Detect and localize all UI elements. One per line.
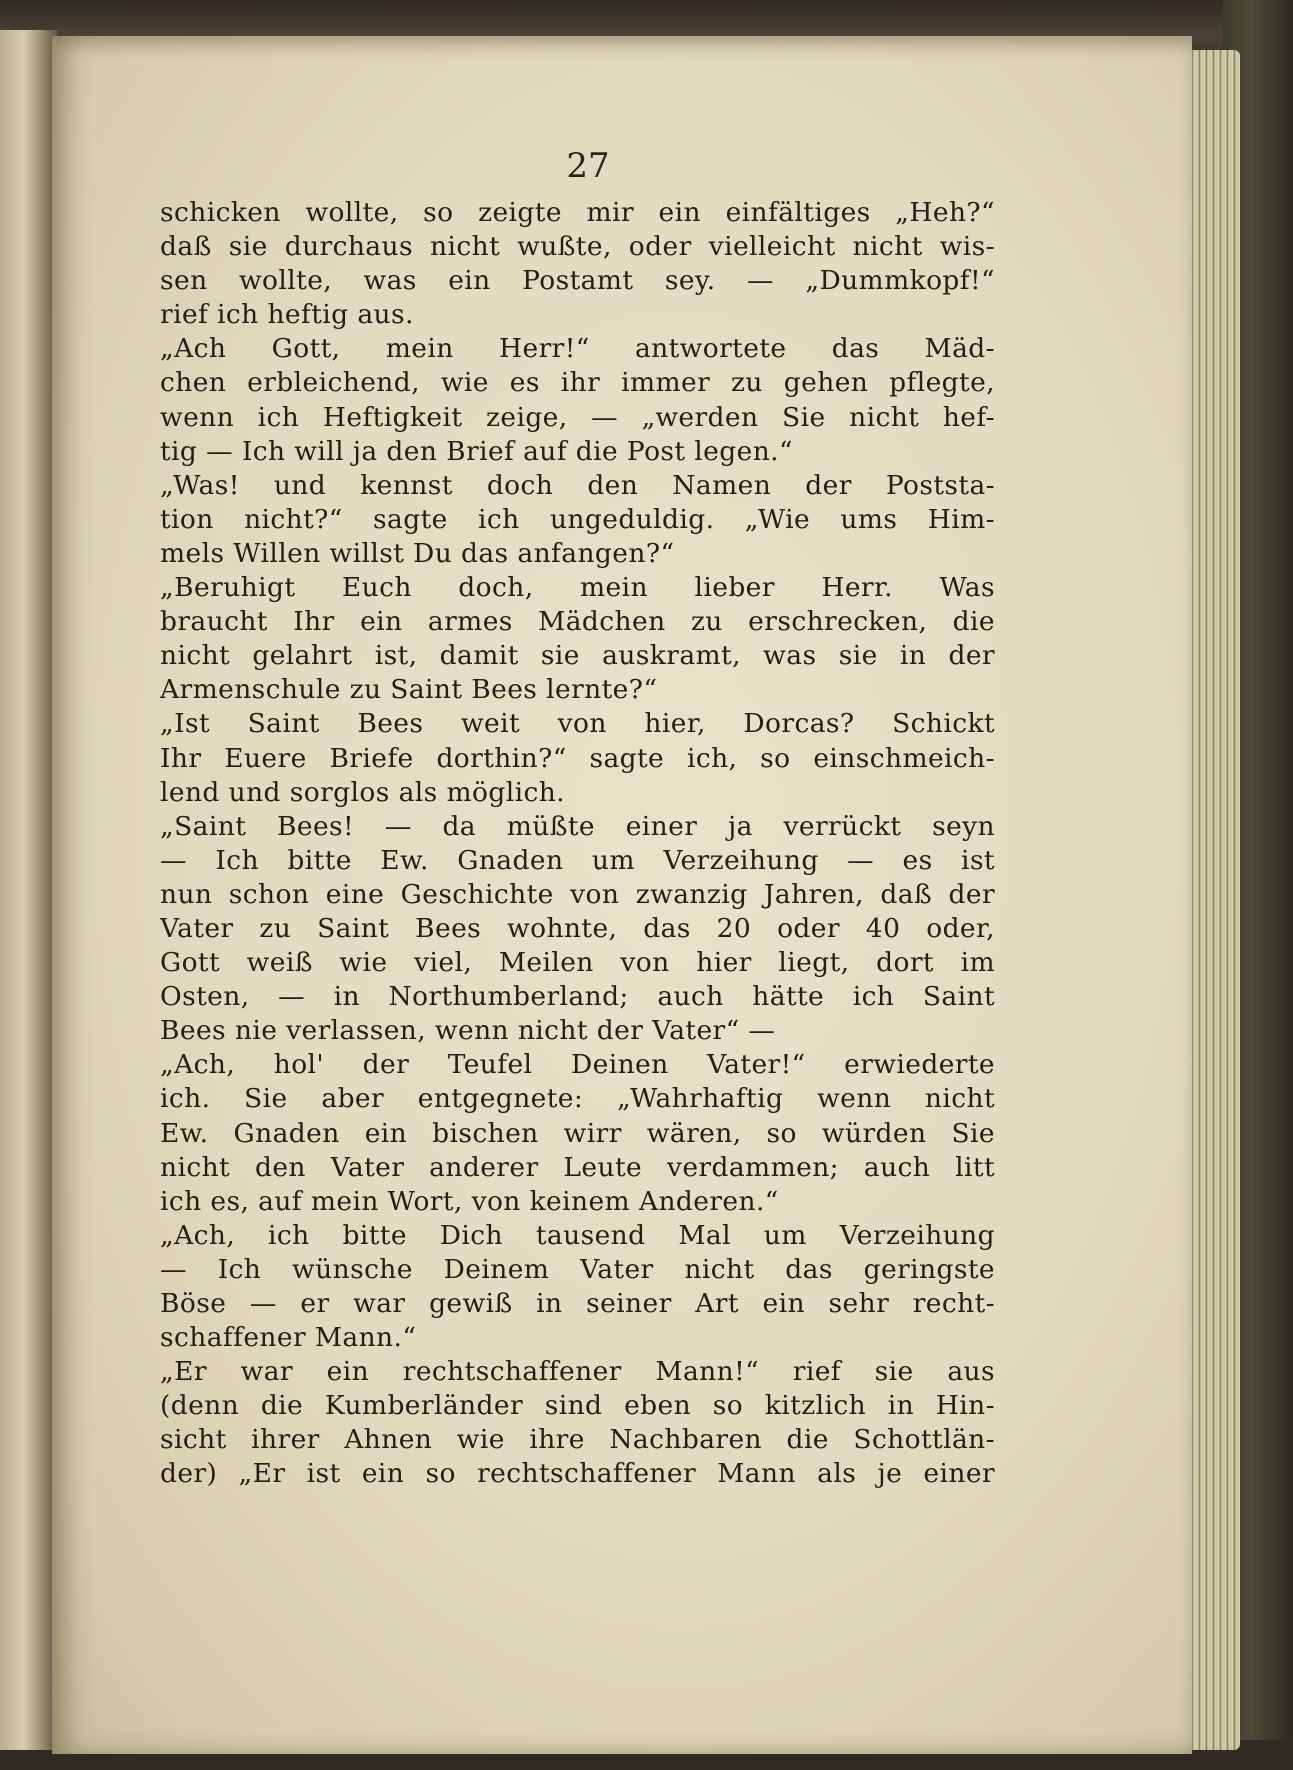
text-line: tig — Ich will ja den Brief auf die Post legen.“ bbox=[160, 435, 793, 467]
text-line: „Ist Saint Bees weit von hier, Dorcas? Schickt bbox=[160, 708, 995, 740]
text-line: „Er war ein rechtschaffener Mann!“ rief sie aus bbox=[160, 1356, 995, 1388]
text-line: braucht Ihr ein armes Mädchen zu erschrecken, die bbox=[160, 606, 995, 638]
text-line: der) „Er ist ein so rechtschaffener Mann als je einer bbox=[160, 1458, 995, 1490]
page-text bbox=[160, 196, 995, 1492]
text-line: „Was! und kennst doch den Namen der Poststa- bbox=[160, 469, 995, 501]
text-line: nun schon eine Geschichte von zwanzig Jahren, daß der bbox=[160, 878, 995, 910]
page-number: 27 bbox=[566, 146, 610, 186]
text-line: — Ich wünsche Deinem Vater nicht das geringste bbox=[160, 1253, 995, 1285]
text-line: sicht ihrer Ahnen wie ihre Nachbaren die Schottlän- bbox=[160, 1424, 995, 1456]
text-line: „Ach, hol' der Teufel Deinen Vater!“ erwiederte bbox=[160, 1049, 995, 1081]
text-line: mels Willen willst Du das anfangen?“ bbox=[160, 537, 675, 569]
text-line: Armenschule zu Saint Bees lernte?“ bbox=[160, 674, 658, 706]
text-line: Böse — er war gewiß in seiner Art ein sehr recht- bbox=[160, 1288, 995, 1319]
text-line: — Ich bitte Ew. Gnaden um Verzeihung — es ist bbox=[160, 844, 995, 876]
text-line: lend und sorglos als möglich. bbox=[160, 776, 565, 808]
text-line: „Beruhigt Euch doch, mein lieber Herr. Was bbox=[160, 572, 995, 604]
text-line: „Ach, ich bitte Dich tausend Mal um Verzeihung bbox=[160, 1219, 995, 1251]
text-line: Ihr Euere Briefe dorthin?“ sagte ich, so einschmeich- bbox=[160, 742, 995, 774]
text-line: ich. Sie aber entgegnete: „Wahrhaftig wenn nicht bbox=[160, 1083, 995, 1115]
text-line: „Saint Bees! — da müßte einer ja verrückt seyn bbox=[160, 810, 995, 842]
text-line: Gott weiß wie viel, Meilen von hier liegt, dort im bbox=[160, 947, 995, 979]
text-line: ich es, auf mein Wort, von keinem Anderen.“ bbox=[160, 1185, 779, 1217]
text-line: (denn die Kumberländer sind eben so kitzlich in Hin- bbox=[160, 1390, 995, 1422]
text-line: chen erbleichend, wie es ihr immer zu gehen pflegte, bbox=[160, 367, 995, 399]
text-line: tion nicht?“ sagte ich ungeduldig. „Wie ums Him- bbox=[160, 503, 995, 535]
text-line: Osten, — in Northumberland; auch hätte ich Saint bbox=[160, 981, 995, 1013]
text-line: Ew. Gnaden ein bischen wirr wären, so würden Sie bbox=[160, 1117, 995, 1149]
text-line: Vater zu Saint Bees wohnte, das 20 oder 40 oder, bbox=[160, 912, 995, 944]
text-line: schaffener Mann.“ bbox=[160, 1322, 417, 1354]
text-line: daß sie durchaus nicht wußte, oder vielleicht nicht wis- bbox=[160, 231, 995, 263]
text-line: wenn ich Heftigkeit zeige, — „werden Sie nicht hef- bbox=[160, 401, 995, 433]
text-line: Bees nie verlassen, wenn nicht der Vater“ — bbox=[160, 1015, 776, 1047]
book-gutter bbox=[0, 30, 58, 1750]
text-line: sen wollte, was ein Postamt sey. — „Dummkopf!“ bbox=[160, 265, 995, 297]
text-line: nicht gelahrt ist, damit sie auskramt, was sie in der bbox=[160, 640, 995, 672]
text-line: schicken wollte, so zeigte mir ein einfältiges „Heh?“ bbox=[160, 197, 995, 228]
text-line: rief ich heftig aus. bbox=[160, 299, 414, 331]
text-line: „Ach Gott, mein Herr!“ antwortete das Mäd- bbox=[160, 333, 995, 365]
text-line: nicht den Vater anderer Leute verdammen; auch litt bbox=[160, 1151, 995, 1183]
